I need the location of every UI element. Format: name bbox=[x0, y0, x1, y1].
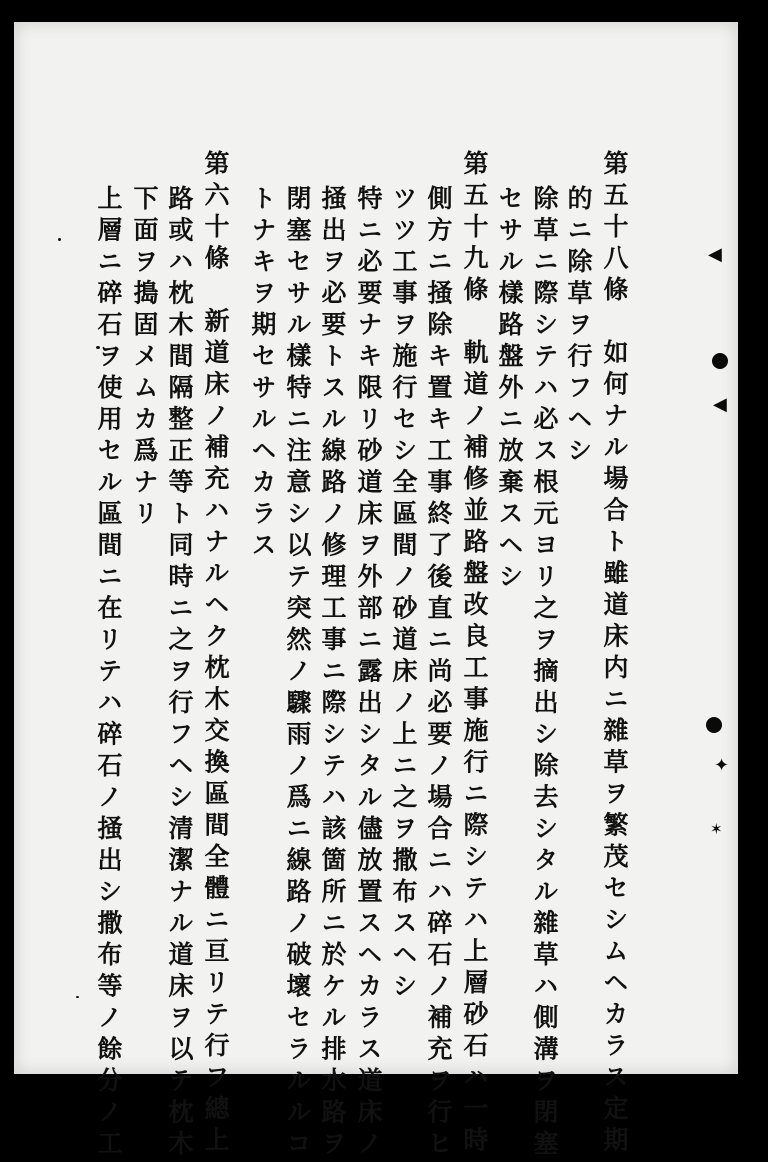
triangle-mark-icon: ◀ bbox=[713, 394, 727, 415]
text-column: 閉塞セサル樣特ニ注意シ以テ突然ノ驟雨ノ爲ニ線路ノ破壞セラルルコ bbox=[283, 185, 312, 1162]
text-column: 特ニ必要ナキ限リ砂道床ヲ外部ニ露出シタル儘放置スヘカラス道床ノ bbox=[354, 185, 383, 1162]
text-column: セサル樣路盤外ニ放棄スヘシ bbox=[495, 185, 524, 595]
star-mark-icon: ✦ bbox=[714, 755, 730, 776]
text-column: 下面ヲ搗固メムカ爲ナリ bbox=[130, 185, 159, 532]
text-column: 路或ハ枕木間隔整正等ト同時ニ之ヲ行フヘシ清潔ナル道床ヲ以テ枕木 bbox=[165, 185, 194, 1162]
text-column: トナキヲ期セサルヘカラス bbox=[248, 185, 277, 563]
text-column: 上層ニ碎石ヲ使用セル區間ニ在リテハ碎石ノ掻出シ撒布等ノ餘分ノ工 bbox=[94, 185, 123, 1162]
star-mark-icon: ✶ bbox=[710, 820, 723, 838]
text-column: 除草ニ際シテハ必ス根元ヨリ之ヲ摘出シ除去シタル雜草ハ側溝ヲ閉塞 bbox=[530, 185, 559, 1162]
triangle-mark-icon: ◀ bbox=[708, 244, 722, 265]
text-column: 第五十九條 軌道ノ補修並路盤改良工事施行ニ際シテハ上層砂石ハ一時 bbox=[460, 150, 489, 1158]
text-column: 側方ニ掻除キ置キ工事終了後直ニ尚必要ノ場合ニハ碎石ノ補充ヲ行ヒ bbox=[424, 185, 453, 1162]
text-column: 的ニ除草ヲ行フヘシ bbox=[564, 185, 593, 469]
text-column: 掻出ヲ必要トスル線路ノ修理工事ニ際シテハ該箇所ニ於ケル排水路ヲ bbox=[318, 185, 347, 1162]
text-column: ツツ工事ヲ施行セシ全區間ノ砂道床ノ上ニ之ヲ撒布スヘシ bbox=[389, 185, 418, 1004]
text-column: 第六十條 新道床ノ補充ハナルヘク枕木交換區間全體ニ亘リテ行フ總上 bbox=[201, 150, 230, 1158]
text-column: 第五十八條 如何ナル場合ト雖道床内ニ雜草ヲ繁茂セシムヘカラス定期 bbox=[600, 150, 629, 1158]
